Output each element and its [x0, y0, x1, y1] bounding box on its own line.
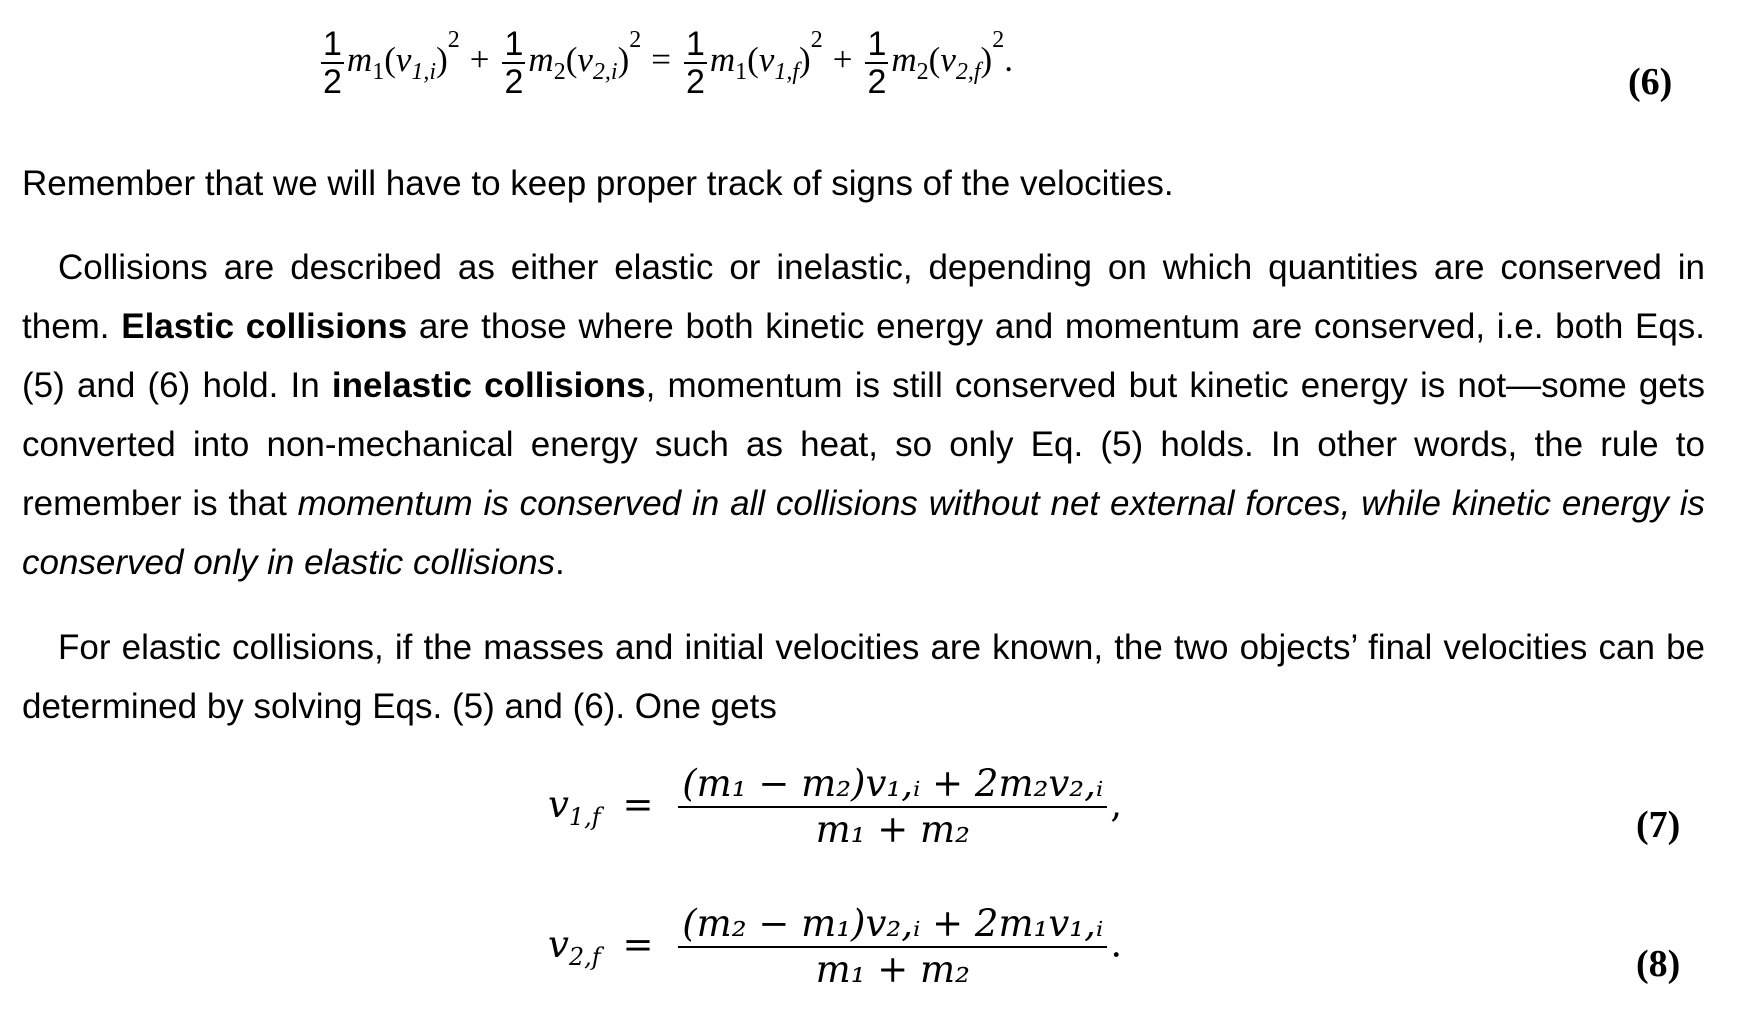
paragraph-3 [22, 618, 1705, 736]
fraction-half: $\frac{1}{2}$ [504, 25, 524, 101]
paragraph-2-text-g: . [555, 543, 565, 582]
equation-8-denominator: m₁ + m₂ [815, 948, 970, 991]
equation-7: $v_{1,f}$ = $\frac{\text{(m₁ − m₂)v₁,ᵢ + 2m₂v₂,ᵢ}}{\text{m₁ + m₂}}$ , [548, 762, 1123, 851]
paragraph-2-text-e: , momentum is still conserved but kinetic energy is not—some gets converted into non-mechanical energy such as heat, so only Eq. (5) holds. In other words, the rule to remember is that [22, 366, 1705, 523]
paragraph-2-rule-italic: momentum is conserved in all collisions without net external forces, while kinetic energy is conserved only in elastic collisions [22, 484, 1705, 582]
equation-8: $v_{2,f}$ = $\frac{\text{(m₂ − m₁)v₂,ᵢ + 2m₁v₁,ᵢ}}{\text{m₁ + m₂}}$ . [548, 902, 1123, 991]
fraction-half: $\frac{1}{2}$ [685, 25, 705, 101]
paragraph-2-text-c: are those where both kinetic energy and momentum are conserved, i.e. both Eqs. (5) and (6) hold. In [22, 307, 1706, 405]
equation-8-numerator: (m₂ − m₁)v₂,ᵢ + 2m₁v₁,ᵢ [678, 902, 1107, 948]
equation-6: $\frac{1}{2}$ $m_1(v_{1,i})^2$ + $\frac{1}{2}$ $m_2(v_{2,i})^2$ = $\frac{1}{2}$ $m_1(v_{1,f})^2$ + $\frac{1}{2}$ $m_2(v_{2,f})^2$. [323, 25, 1013, 101]
equation-7-numerator: (m₁ − m₂)v₁,ᵢ + 2m₂v₂,ᵢ [678, 762, 1107, 808]
fraction-half: $\frac{1}{2}$ [323, 25, 342, 101]
equation-7-denominator: m₁ + m₂ [815, 808, 970, 851]
paragraph-3-text: For elastic collisions, if the masses and initial velocities are known, the two objects’ final velocities can be determined by solving Eqs. (5) and (6). One gets [22, 628, 1705, 726]
equation-number-7: (7) [1636, 804, 1681, 846]
equation-number-6: (6) [1628, 61, 1673, 103]
paragraph-2-text-a: Collisions are described as either elastic or inelastic, depending on which quantities are conserved in them. [22, 248, 1705, 346]
fraction-half: $\frac{1}{2}$ [867, 25, 887, 101]
equation-8-lhs: $v_{2,f}$ [548, 923, 601, 971]
term-elastic-collisions: Elastic collisions [121, 307, 408, 346]
term-inelastic-collisions: inelastic collisions [331, 366, 646, 405]
equation-8-fraction [678, 902, 1107, 992]
paragraph-2 [22, 238, 1705, 592]
paragraph-1: Remember that we will have to keep proper track of signs of the velocities. [22, 164, 1174, 203]
equation-7-lhs: $v_{1,f}$ [548, 783, 601, 831]
equation-number-8: (8) [1636, 943, 1681, 985]
equation-7-fraction [678, 762, 1107, 852]
